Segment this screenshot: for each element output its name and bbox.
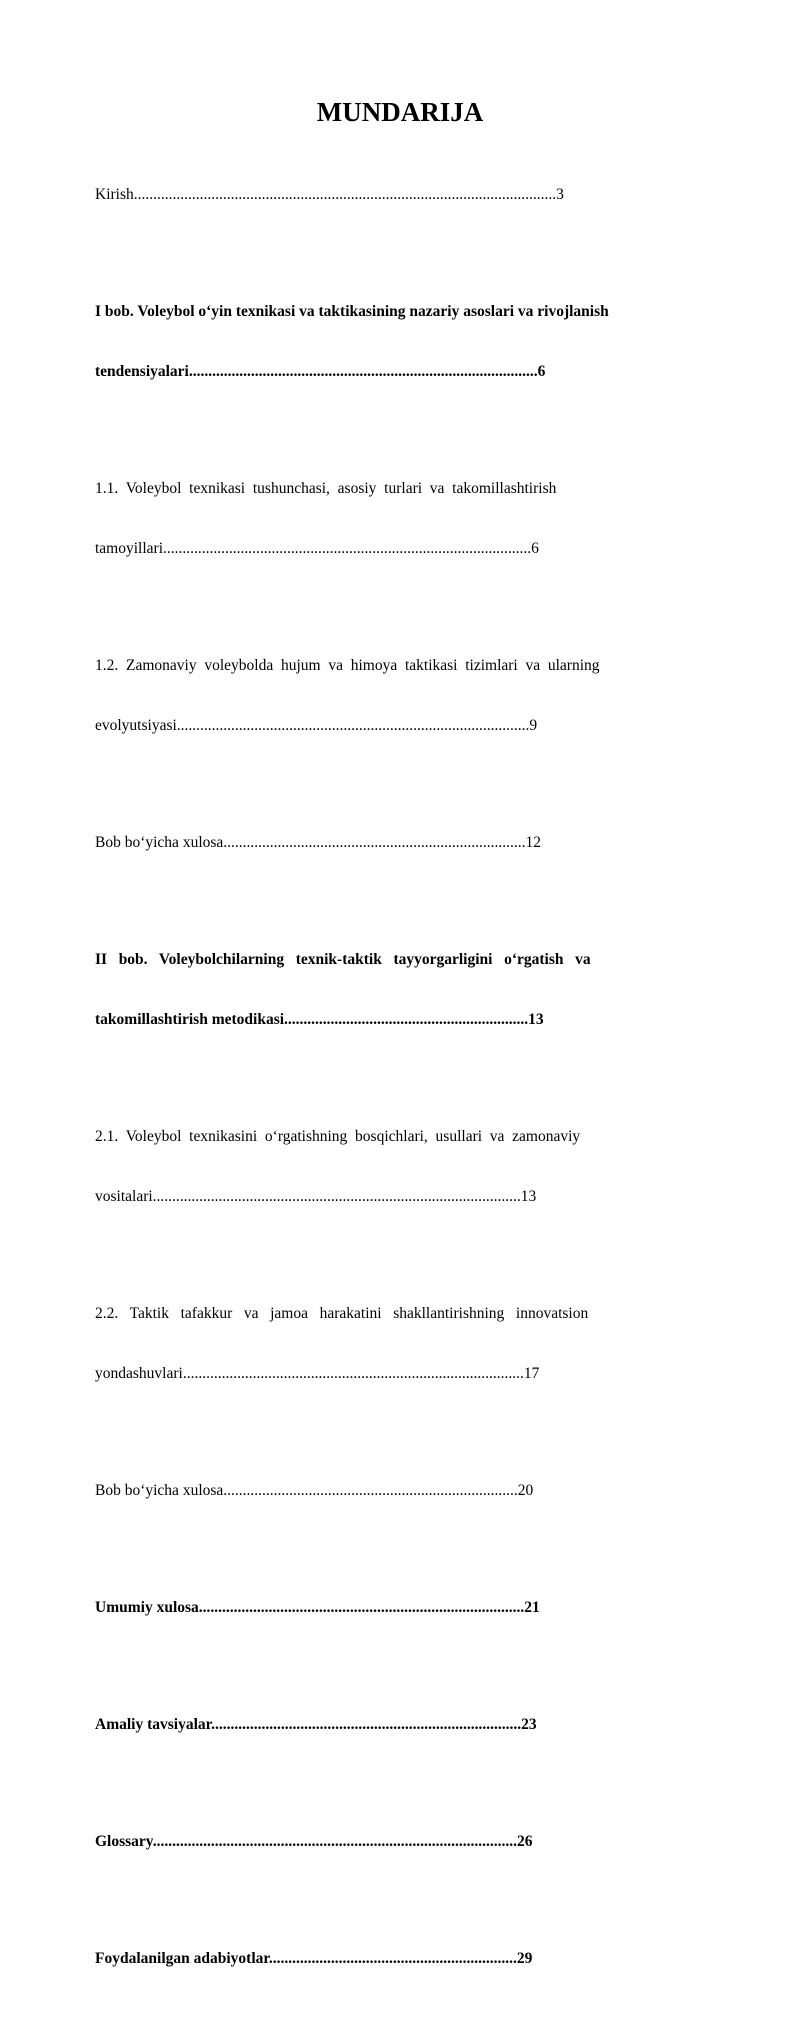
toc-entry-general-conclusion — [95, 1558, 705, 1658]
document-page — [95, 95, 705, 2026]
toc-line: tamoyillari...............................................................................................6 — [95, 540, 539, 557]
toc-entry-chapter-1-summary — [95, 793, 705, 893]
toc-entry-section-1-2 — [95, 616, 705, 776]
toc-line: Bob bo‘yicha xulosa..............................................................................12 — [95, 834, 542, 851]
toc-line: Glossary..............................................................................................26 — [95, 1833, 533, 1850]
toc-line: 1.2. Zamonaviy voleybolda hujum va himoya taktikasi tizimlari va ularning — [95, 657, 600, 674]
toc-entry-kirish — [95, 145, 705, 245]
toc-entry-recommendations — [95, 1675, 705, 1775]
toc-line: tendensiyalari..........................................................................................6 — [95, 363, 546, 380]
toc-line: Bob bo‘yicha xulosa............................................................................20 — [95, 1482, 534, 1499]
page-title: MUNDARIJA — [316, 97, 484, 127]
toc-line: Umumiy xulosa....................................................................................21 — [95, 1599, 540, 1616]
toc-line: 2.2. Taktik tafakkur va jamoa harakatini shakllantirishning innovatsion — [95, 1305, 589, 1322]
toc-line: Kirish.............................................................................................................3 — [95, 186, 564, 203]
toc-line: Foydalanilgan adabiyotlar................................................................29 — [95, 1950, 533, 1967]
toc-line: 1.1. Voleybol texnikasi tushunchasi, asosiy turlari va takomillashtirish — [95, 480, 557, 497]
toc-line: II bob. Voleybolchilarning texnik-taktik tayyorgarligini o‘rgatish va — [95, 951, 591, 968]
toc-entry-section-2-2 — [95, 1264, 705, 1424]
toc-entry-references — [95, 1909, 705, 2009]
toc-entry-section-2-1 — [95, 1087, 705, 1247]
toc-entry-chapter-1 — [95, 262, 705, 422]
toc-line: yondashuvlari........................................................................................17 — [95, 1365, 540, 1382]
toc-entry-chapter-2 — [95, 910, 705, 1070]
toc-line: 2.1. Voleybol texnikasini o‘rgatishning bosqichlari, usullari va zamonaviy — [95, 1128, 581, 1145]
toc-entry-glossary — [95, 1792, 705, 1892]
toc-line: vositalari...............................................................................................13 — [95, 1188, 537, 1205]
toc-entry-chapter-2-summary — [95, 1441, 705, 1541]
toc-line: evolyutsiyasi...........................................................................................9 — [95, 717, 538, 734]
toc-line: takomillashtirish metodikasi...............................................................13 — [95, 1011, 544, 1028]
toc-line: Amaliy tavsiyalar................................................................................23 — [95, 1716, 537, 1733]
toc-line: I bob. Voleybol o‘yin texnikasi va taktikasining nazariy asoslari va rivojlanish — [95, 303, 609, 320]
toc-entry-section-1-1 — [95, 439, 705, 599]
